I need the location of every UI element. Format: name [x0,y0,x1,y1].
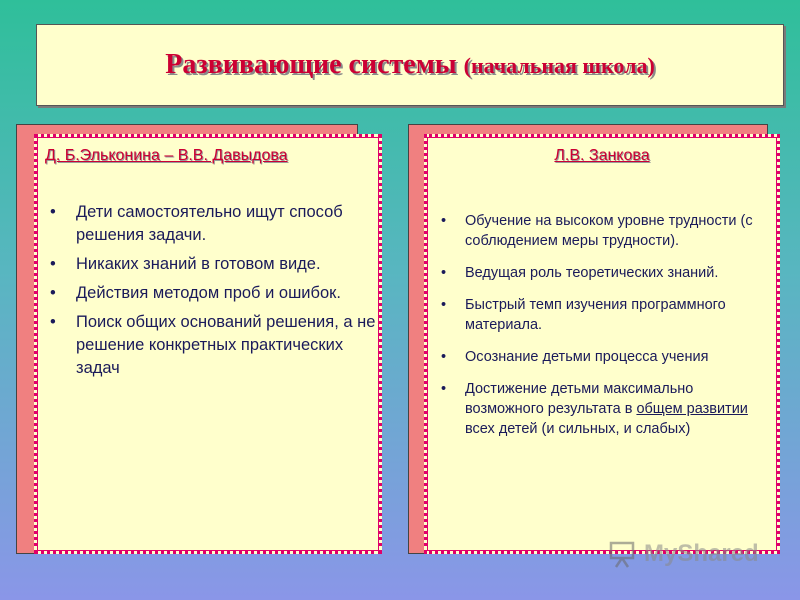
list-item: • Обучение на высоком уровне трудности (с соблюдением меры трудности). [465,211,771,251]
list-item-text-end: всех детей (и сильных, и слабых) [465,421,691,437]
slide-title-paren: (начальная школа) [463,53,655,78]
list-item: • Ведущая роль теоретических знаний. [465,263,771,283]
title-box [36,24,784,106]
list-item: • Поиск общих оснований решения, а не решение конкретных практических задач [76,311,376,380]
slide-title-main: Развивающие системы [165,49,457,80]
left-card [34,134,382,554]
left-card-heading: Д. Б.Эльконина – В.В. Давыдова [45,147,288,164]
list-item: • Быстрый темп изучения программного материала. [465,295,771,335]
watermark-text: MyShared [644,540,759,567]
right-card-heading: Л.В. Занкова [554,147,650,164]
right-card [424,134,780,554]
left-card-list [76,201,376,386]
list-item: • Осознание детьми процесса учения [465,347,771,367]
watermark [608,538,768,570]
list-item: • Никаких знаний в готовом виде. [76,253,376,276]
presentation-icon [608,539,638,569]
list-item-text: Достижение детьми максимально возможного результата в [465,381,694,417]
slide-title [165,49,655,81]
right-card-list [465,211,771,451]
underlined-phrase: общем развитии [636,401,748,417]
list-item [465,379,771,439]
list-item: • Действия методом проб и ошибок. [76,282,376,305]
list-item: • Дети самостоятельно ищут способ решения задачи. [76,201,376,247]
